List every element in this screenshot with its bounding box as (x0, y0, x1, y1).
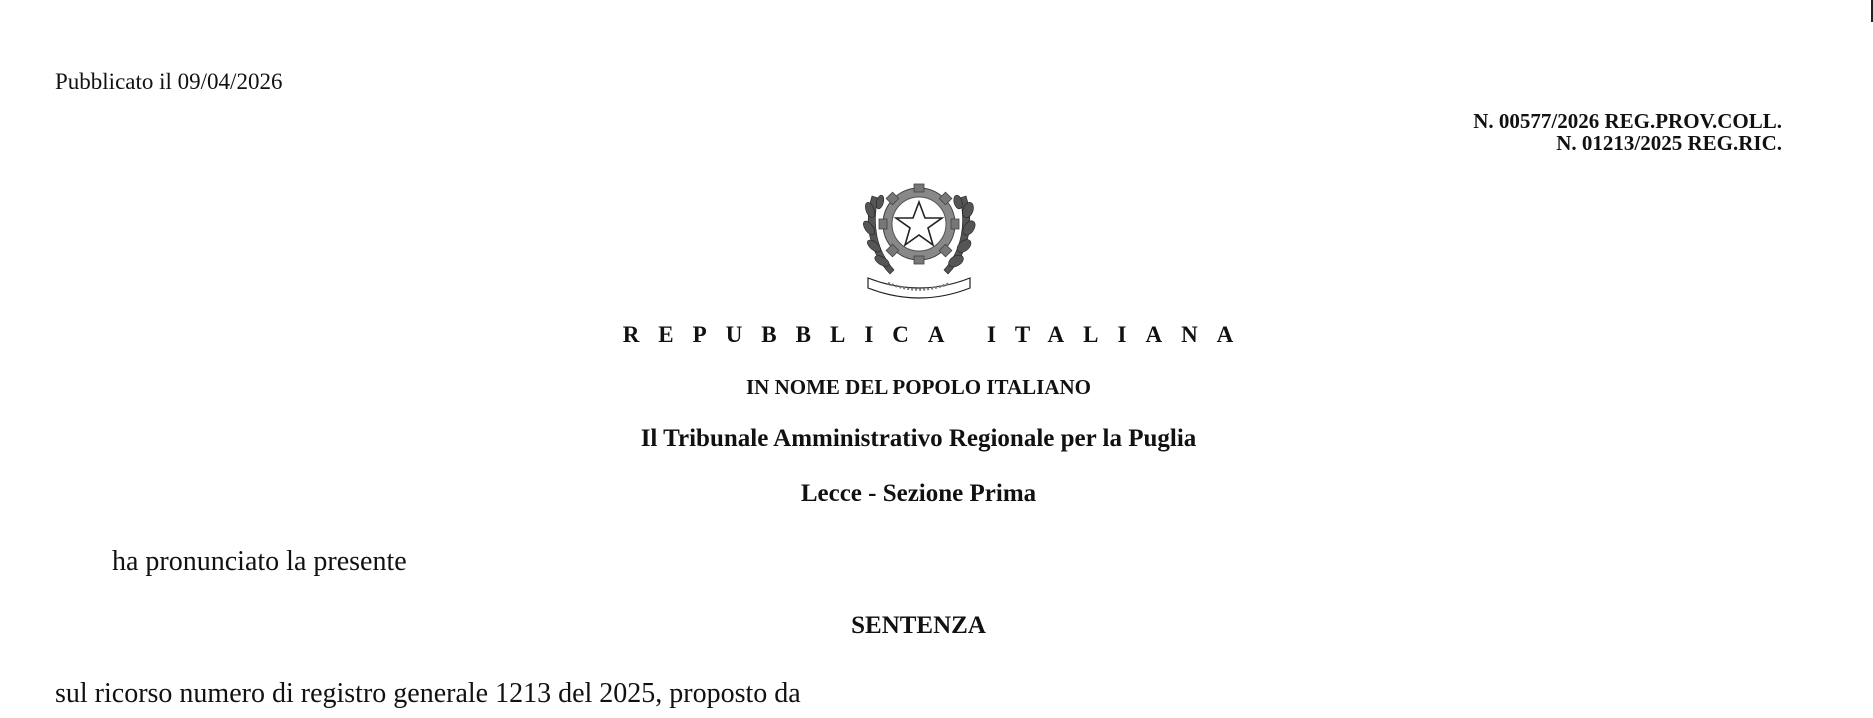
publication-date: Pubblicato il 09/04/2026 (55, 69, 283, 94)
case-numbers (1473, 110, 1782, 154)
case-number-reg-prov-coll: N. 00577/2026 REG.PROV.COLL. (1473, 109, 1782, 133)
sentence-title: SENTENZA (851, 612, 986, 639)
republic-heading: REPUBBLICA ITALIANA (622, 322, 1253, 347)
popolo-heading: IN NOME DEL POPOLO ITALIANO (746, 375, 1091, 399)
italian-republic-emblem-icon (858, 166, 980, 300)
pronouncement-line: ha pronunciato la presente (112, 546, 407, 577)
appeal-line: sul ricorso numero di registro generale 1213 del 2025, proposto da (55, 678, 801, 709)
court-name: Il Tribunale Amministrativo Regionale per la Puglia (640, 425, 1197, 452)
court-section: Lecce - Sezione Prima (800, 480, 1037, 507)
case-number-reg-ric: N. 01213/2025 REG.RIC. (1556, 131, 1782, 155)
